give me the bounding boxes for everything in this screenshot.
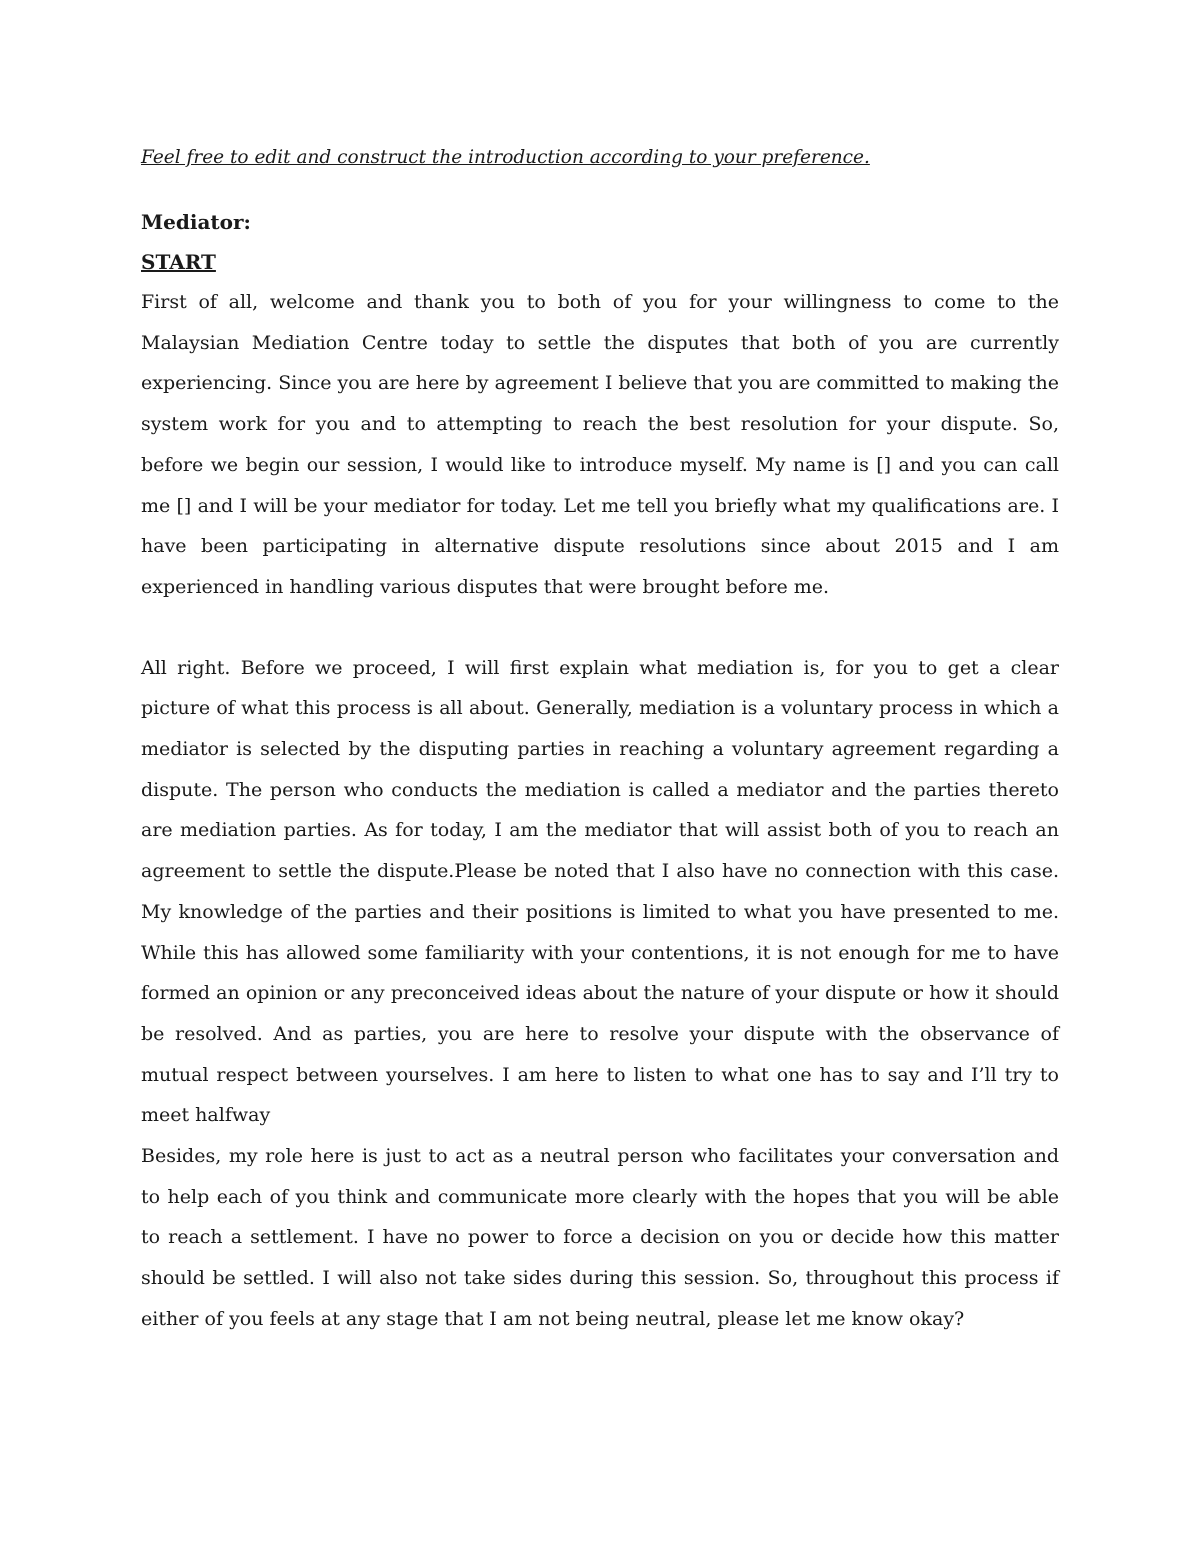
speaker-heading: Mediator: bbox=[141, 210, 251, 234]
paragraph-introduction: First of all, welcome and thank you to both of you for your willingness to come to the Malaysian Mediation Centre today to settle the disputes that both of you are currently experiencing. Since you are here by agreement I believe that you are committed to making the system work for you and to attempting to reach the best resolution for your dispute. So, before we begin our session, I would like to introduce myself. My name is [] and you can call me [] and I will be your mediator for today. Let me tell you briefly what my qualifications are. I have been participating in alternative dispute resolutions since about 2015 and I am experienced in handling various disputes that were brought before me. bbox=[141, 291, 1059, 598]
paragraph-mediator-role: Besides, my role here is just to act as a neutral person who facilitates your conversation and to help each of you think and communicate more clearly with the hopes that you will be able to reach a settlement. I have no power to force a decision on you or decide how this matter should be settled. I will also not take sides during this session. So, throughout this process if either of you feels at any stage that I am not being neutral, please let me know okay? bbox=[141, 1145, 1059, 1330]
editing-note: Feel free to edit and construct the introduction according to your preference. bbox=[141, 147, 870, 168]
paragraph-mediation-explanation: All right. Before we proceed, I will first explain what mediation is, for you to get a clear picture of what this process is all about. Generally, mediation is a voluntary process in which a mediator is selected by the disputing parties in reaching a voluntary agreement regarding a dispute. The person who conducts the mediation is called a mediator and the parties thereto are mediation parties. As for today, I am the mediator that will assist both of you to reach an agreement to settle the dispute.Please be noted that I also have no connection with this case. My knowledge of the parties and their positions is limited to what you have presented to me. While this has allowed some familiarity with your contentions, it is not enough for me to have formed an opinion or any preconceived ideas about the nature of your dispute or how it should be resolved. And as parties, you are here to resolve your dispute with the observance of mutual respect between yourselves. I am here to listen to what one has to say and I’ll try to meet halfway bbox=[141, 656, 1059, 1127]
start-label: START bbox=[141, 250, 216, 274]
document-page bbox=[141, 138, 1059, 1340]
paragraph-spacer bbox=[141, 608, 1059, 648]
